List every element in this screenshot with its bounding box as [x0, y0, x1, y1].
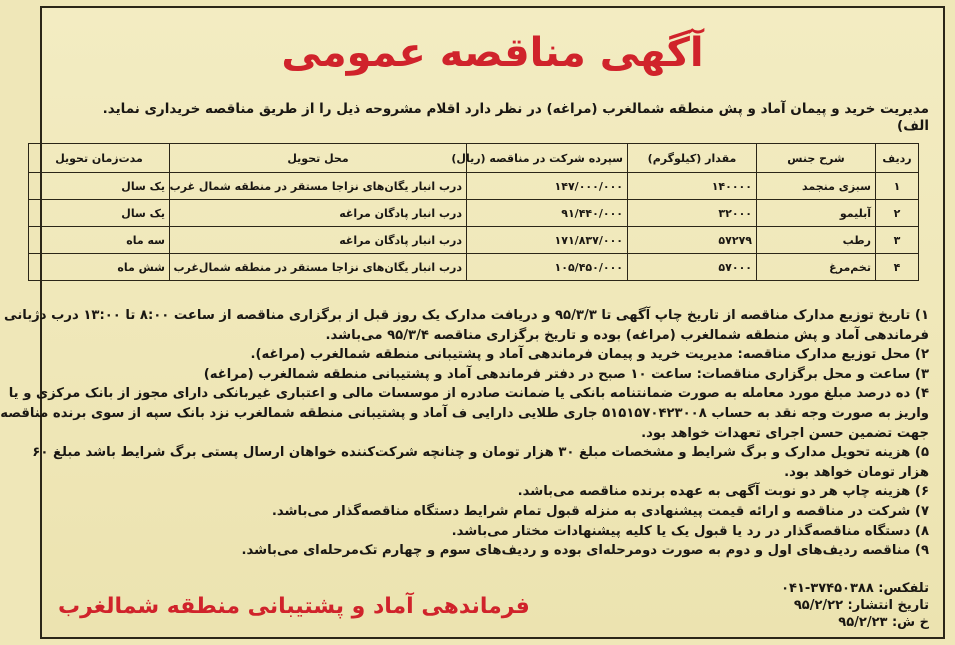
header-quantity: مقدار (کیلوگرم) — [628, 144, 757, 173]
terms-line: ۳) ساعت و محل برگزاری مناقصات: ساعت ۱۰ صبح در دفتر فرماندهی آماد و پشتیبانی منطقه شمالغرب (مراغه) — [203, 366, 929, 382]
issuer-footer: فرماندهی آماد و پشتیبانی منطقه شمالغرب — [58, 594, 530, 619]
terms-line: ۲) محل توزیع مدارک مناقصه: مدیریت خرید و پیمان فرماندهی آماد و پشتیبانی منطقه شمالغرب (مراغه). — [250, 347, 929, 363]
row-delivery-time: یک سال — [29, 200, 170, 227]
table-header-row — [29, 144, 919, 173]
row-quantity: ۱۴۰۰۰۰ — [628, 173, 757, 200]
row-number: ۴ — [876, 254, 919, 281]
terms-line: ۵) هزینه تحویل مدارک و برگ شرایط و مشخصات مبلغ ۳۰ هزار تومان و چنانچه شرکت‌کننده خواهان ارسال پستی برگ شرایط باشد مبلغ ۶۰ — [32, 445, 929, 461]
row-deposit: ۱۰۵/۴۵۰/۰۰۰ — [467, 254, 628, 281]
notice-code: خ ش: ۹۵/۲/۲۳ — [838, 615, 929, 630]
row-delivery-location: درب انبار پادگان مراغه — [170, 200, 467, 227]
header-delivery-location: محل تحویل — [170, 144, 467, 173]
notice-intro: مدیریت خرید و پیمان آماد و پش منطقه شمالغرب (مراغه) در نظر دارد اقلام مشروحه ذیل را از طریق مناقصه خریداری نماید. — [102, 101, 929, 117]
header-delivery-time: مدت‌زمان تحویل — [29, 144, 170, 173]
terms-list — [0, 306, 929, 561]
row-quantity: ۵۷۲۷۹ — [628, 227, 757, 254]
row-delivery-location: درب انبار پادگان مراغه — [170, 227, 467, 254]
header-description: شرح جنس — [757, 144, 876, 173]
terms-line: فرماندهی آماد و پش منطقه شمالغرب (مراغه) بوده و تاریخ برگزاری مناقصه ۹۵/۳/۴ می‌باشد. — [325, 327, 929, 343]
items-table — [28, 143, 919, 281]
row-quantity: ۵۷۰۰۰ — [628, 254, 757, 281]
table-row — [29, 173, 919, 200]
row-delivery-location: درب انبار یگان‌های نزاجا مستقر در منطقه شمال غرب — [170, 173, 467, 200]
row-number: ۳ — [876, 227, 919, 254]
row-number: ۱ — [876, 173, 919, 200]
row-deposit: ۱۴۷/۰۰۰/۰۰۰ — [467, 173, 628, 200]
row-description: آبلیمو — [757, 200, 876, 227]
terms-line: ۷) شرکت در مناقصه و ارائه قیمت پیشنهادی به منزله قبول تمام شرایط دستگاه مناقصه‌گذار می‌باشد. — [271, 503, 929, 519]
row-delivery-time: سه ماه — [29, 227, 170, 254]
row-description: تخم‌مرغ — [757, 254, 876, 281]
terms-line: واریز به صورت وجه نقد به حساب ۵۱۵۱۵۷۰۴۲۳۰۰۸ جاری طلایی دارایی ف آماد و پشتیبانی منطقه شمالغرب نزد بانک سپه از سوی برنده مناقصه — [0, 405, 929, 421]
row-deposit: ۹۱/۴۴۰/۰۰۰ — [467, 200, 628, 227]
section-alef-label: الف) — [897, 118, 929, 134]
terms-line: جهت تضمین حسن اجرای تعهدات خواهد بود. — [641, 425, 929, 441]
table-row — [29, 200, 919, 227]
header-deposit: سپرده شرکت در مناقصه (ریال) — [467, 144, 628, 173]
row-delivery-time: یک سال — [29, 173, 170, 200]
terms-line: ۱) تاریخ توزیع مدارک مناقصه از تاریخ چاپ آگهی تا ۹۵/۳/۳ و دریافت مدارک یک روز قبل از برگزاری مناقصه از ساعت ۸:۰۰ تا ۱۳:۰۰ درب دژبانی — [3, 308, 929, 323]
terms-line: ۴) ده درصد مبلغ مورد معامله به صورت ضمانتنامه بانکی یا ضمانت صادره از موسسات مالی و اعتباری غیربانکی دارای مجوز از بانک مرکزی و یا — [8, 386, 929, 402]
row-quantity: ۳۲۰۰۰ — [628, 200, 757, 227]
row-description: سبزی منجمد — [757, 173, 876, 200]
row-deposit: ۱۷۱/۸۳۷/۰۰۰ — [467, 227, 628, 254]
header-row-number: ردیف — [876, 144, 919, 173]
terms-line: هزار تومان خواهد بود. — [784, 464, 929, 480]
contact-block — [781, 580, 929, 631]
table-row — [29, 227, 919, 254]
terms-line: ۹) مناقصه ردیف‌های اول و دوم به صورت دومرحله‌ای بوده و ردیف‌های سوم و چهارم تک‌مرحله‌ای می‌باشد. — [241, 543, 929, 559]
row-number: ۲ — [876, 200, 919, 227]
contact-phone: تلفکس: ۳۷۴۵۰۳۸۸-۰۴۱ — [781, 581, 929, 596]
publish-date: تاریخ انتشار: ۹۵/۲/۲۲ — [793, 598, 929, 613]
table-row — [29, 254, 919, 281]
terms-line: ۸) دستگاه مناقصه‌گذار در رد یا قبول یک یا کلیه پیشنهادات مختار می‌باشد. — [451, 523, 929, 539]
row-description: رطب — [757, 227, 876, 254]
row-delivery-location: درب انبار یگان‌های نزاجا مستقر در منطقه شمال‌غرب — [170, 254, 467, 281]
row-delivery-time: شش ماه — [29, 254, 170, 281]
notice-title: آگهی مناقصه عمومی — [281, 30, 704, 76]
terms-line: ۶) هزینه چاپ هر دو نوبت آگهی به عهده برنده مناقصه می‌باشد. — [517, 484, 929, 500]
notice-sheet — [0, 6, 945, 639]
